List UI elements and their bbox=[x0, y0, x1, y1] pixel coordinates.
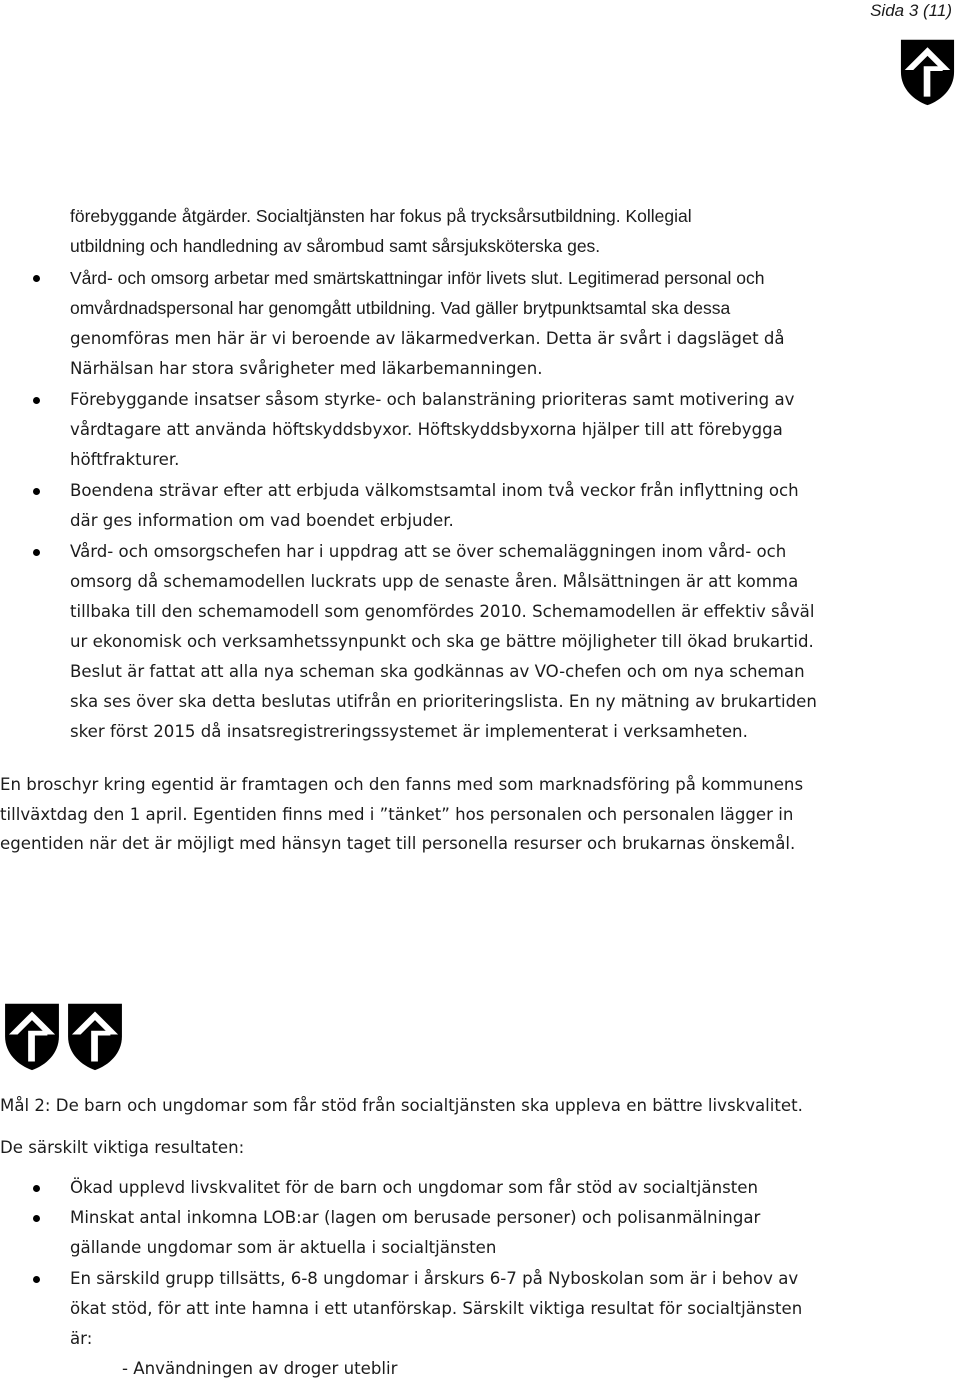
list-item-line: ska ses över ska detta beslutas utifrån en prioriteringslista. En ny mätning av brukartiden bbox=[70, 692, 817, 711]
list-item-line: ökat stöd, för att inte hamna i ett utanförskap. Särskilt viktiga resultat för socialtjänsten bbox=[70, 1299, 803, 1318]
page-number: Sida 3 (11) bbox=[870, 1, 952, 20]
sub-list-item: - Användningen av droger uteblir bbox=[122, 1359, 398, 1378]
list-item-line: förebyggande åtgärder. Socialtjänsten har fokus på trycksårsutbildning. Kollegial bbox=[70, 206, 692, 226]
list-item-line: Närhälsan har stora svårigheter med läkarbemanningen. bbox=[70, 359, 543, 378]
bullet-icon bbox=[33, 1276, 40, 1283]
list-item-line: Boendena strävar efter att erbjuda välkomstsamtal inom två veckor från inflyttning och bbox=[70, 481, 799, 500]
list-item-line: tillbaka till den schemamodell som genomfördes 2010. Schemamodellen är effektiv såväl bbox=[70, 602, 815, 621]
list-item-line: sker först 2015 då insatsregistreringssystemet är implementerat i verksamheten. bbox=[70, 722, 748, 741]
list-item-line: är: bbox=[70, 1329, 93, 1348]
goal-subtitle: De särskilt viktiga resultaten: bbox=[0, 1138, 245, 1157]
shield-logo-icon bbox=[3, 998, 61, 1073]
list-item-line: omvårdnadspersonal har genomgått utbildning. Vad gäller brytpunktsamtal ska dessa bbox=[70, 298, 731, 318]
list-item-line: utbildning och handledning av sårombud samt sårsjuksköterska ges. bbox=[70, 236, 601, 256]
paragraph-line: tillväxtdag den 1 april. Egentiden finns med i ”tänket” hos personalen och personalen lägger in bbox=[0, 805, 794, 824]
shield-logo-icon bbox=[66, 998, 124, 1073]
list-item-line: Vård- och omsorg arbetar med smärtskattningar inför livets slut. Legitimerad personal och bbox=[70, 268, 765, 288]
goal-title: Mål 2: De barn och ungdomar som får stöd från socialtjänsten ska uppleva en bättre livskvalitet. bbox=[0, 1096, 803, 1115]
paragraph-line: En broschyr kring egentid är framtagen och den fanns med som marknadsföring på kommunens bbox=[0, 775, 804, 794]
list-item-line: Vård- och omsorgschefen har i uppdrag att se över schemaläggningen inom vård- och bbox=[70, 542, 787, 561]
list-item-line: gällande ungdomar som är aktuella i socialtjänsten bbox=[70, 1238, 497, 1257]
bullet-icon bbox=[33, 549, 40, 556]
list-item-line: Förebyggande insatser såsom styrke- och balansträning prioriteras samt motivering av bbox=[70, 390, 795, 409]
list-item-line: där ges information om vad boendet erbjuder. bbox=[70, 511, 454, 530]
list-item-line: vårdtagare att använda höftskyddsbyxor. Höftskyddsbyxorna hjälper till att förebygga bbox=[70, 420, 783, 439]
list-item-line: genomföras men här är vi beroende av läkarmedverkan. Detta är svårt i dagsläget då bbox=[70, 329, 785, 348]
list-item-line: Beslut är fattat att alla nya scheman ska godkännas av VO-chefen och om nya scheman bbox=[70, 662, 805, 681]
list-item-line: Minskat antal inkomna LOB:ar (lagen om berusade personer) och polisanmälningar bbox=[70, 1208, 761, 1227]
paragraph-line: egentiden när det är möjligt med hänsyn taget till personella resurser och brukarnas önskemål. bbox=[0, 834, 796, 853]
bullet-icon bbox=[33, 275, 40, 282]
list-item-line: ur ekonomisk och verksamhetssynpunkt och ska ge bättre möjligheter till ökad brukartid. bbox=[70, 632, 814, 651]
list-item-line: höftfrakturer. bbox=[70, 450, 180, 469]
bullet-icon bbox=[33, 1215, 40, 1222]
bullet-icon bbox=[33, 397, 40, 404]
list-item-line: omsorg då schemamodellen luckrats upp de senaste åren. Målsättningen är att komma bbox=[70, 572, 799, 591]
bullet-icon bbox=[33, 488, 40, 495]
bullet-icon bbox=[33, 1185, 40, 1192]
shield-logo-icon bbox=[899, 34, 956, 108]
list-item-line: En särskild grupp tillsätts, 6-8 ungdomar i årskurs 6-7 på Nyboskolan som är i behov av bbox=[70, 1269, 799, 1288]
list-item-line: Ökad upplevd livskvalitet för de barn och ungdomar som får stöd av socialtjänsten bbox=[70, 1178, 758, 1197]
